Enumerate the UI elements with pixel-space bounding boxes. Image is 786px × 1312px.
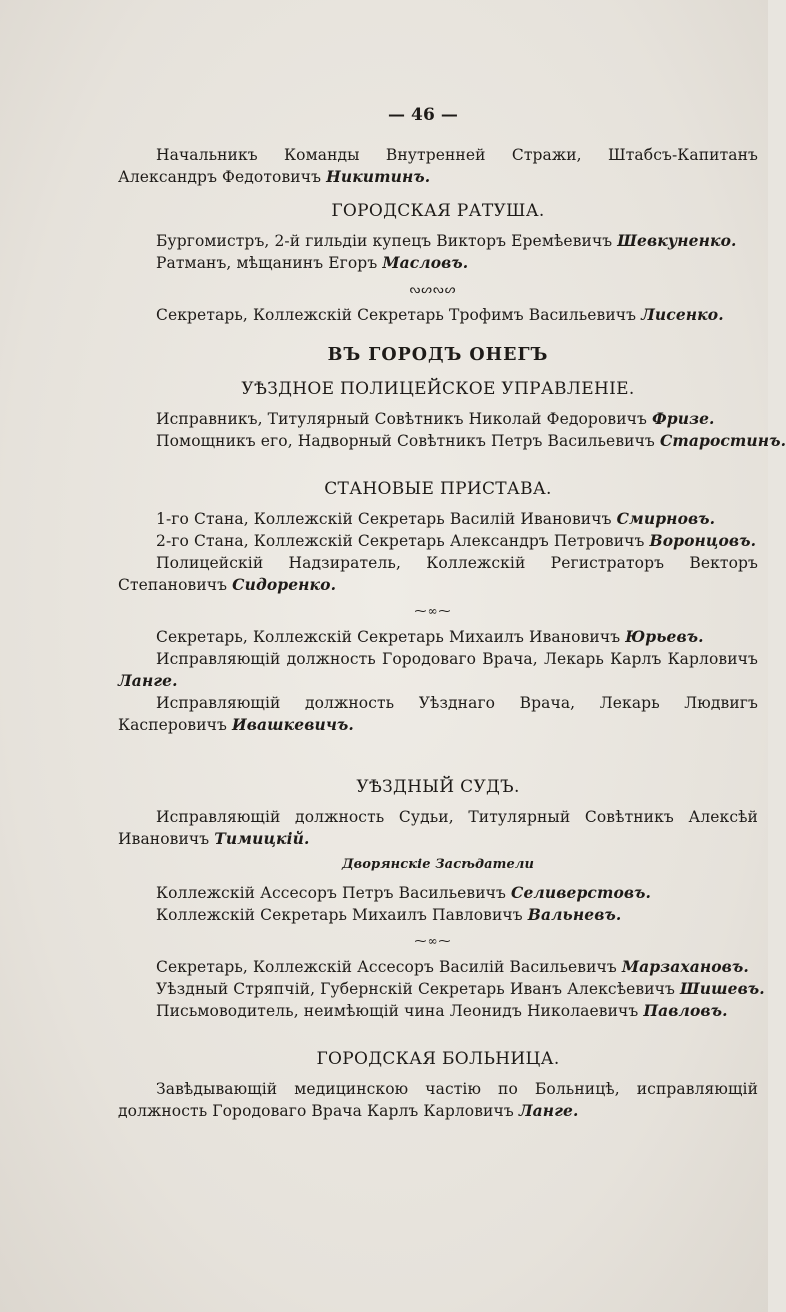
- entry-text: Секретарь, Коллежскій Ассесоръ Василій Васильевичъ: [156, 958, 617, 976]
- burgomistr-entry: [118, 230, 758, 252]
- ornament-divider: ⁓∞⁓: [414, 604, 452, 618]
- entry-text: Исправникъ, Титулярный Совѣтникъ Николай Федоровичъ: [156, 410, 647, 428]
- entry-surname: Павловъ.: [643, 1001, 728, 1020]
- entry-text: Секретарь, Коллежскій Секретарь Трофимъ Васильевичъ: [156, 306, 637, 324]
- entry-surname: Ивашкевичъ.: [231, 715, 354, 734]
- entry-text: 1-го Стана, Коллежскій Секретарь Василій Ивановичъ: [156, 510, 612, 528]
- section-heading-hospital: ГОРОДСКАЯ БОЛЬНИЦА.: [316, 1049, 560, 1069]
- judge-entry: [118, 806, 758, 850]
- page-number: — 46 —: [387, 105, 459, 125]
- internal-guard-chief-entry: [118, 144, 758, 188]
- entry-text: Письмоводитель, неимѣющій чина Леонидъ Николаевичъ: [156, 1002, 639, 1020]
- entry-surname: Лисенко.: [641, 305, 724, 324]
- entry-surname: Смирновъ.: [616, 509, 716, 528]
- assessors-subheading: Дворянскіе Засѣдатели: [341, 857, 535, 872]
- entry-text: Начальникъ Команды Внутренней Стражи, Штабсъ-Капитанъ Александръ Федотовичъ: [118, 146, 758, 186]
- assessor2-entry: [118, 904, 758, 926]
- hospital-entry: [118, 1078, 758, 1122]
- entry-surname: Ланге.: [118, 671, 178, 690]
- entry-surname: Фризе.: [651, 409, 715, 428]
- entry-text: Ратманъ, мѣщанинъ Егоръ: [156, 254, 378, 272]
- entry-surname: Масловъ.: [382, 253, 469, 272]
- ornament-divider: ⁓∞⁓: [414, 934, 452, 948]
- entry-surname: Шевкуненко.: [617, 231, 737, 250]
- entry-surname: Старостинъ.: [659, 431, 786, 450]
- assessor1-entry: [118, 882, 758, 904]
- ratusha-secretary-entry: [118, 304, 758, 326]
- entry-text: Коллежскій Секретарь Михаилъ Павловичъ: [156, 906, 523, 924]
- ispravnik-entry: [118, 408, 758, 430]
- entry-text: Исправляющій должность Уѣзднаго Врача, Лекарь Людвигъ Касперовичъ: [118, 694, 758, 734]
- entry-surname: Юрьевъ.: [625, 627, 704, 646]
- entry-surname: Селиверстовъ.: [511, 883, 652, 902]
- entry-text: Уѣздный Стряпчій, Губернскій Секретарь Иванъ Алексѣевичъ: [156, 980, 675, 998]
- city-doctor-entry: [118, 648, 758, 692]
- entry-surname: Никитинъ.: [326, 167, 431, 186]
- entry-surname: Шишевъ.: [680, 979, 765, 998]
- entry-surname: Ланге.: [518, 1101, 579, 1120]
- court-secretary-entry: [118, 956, 758, 978]
- entry-text: Полицейскій Надзиратель, Коллежскій Регистраторъ Векторъ Степановичъ: [118, 554, 758, 594]
- entry-text: Секретарь, Коллежскій Секретарь Михаилъ Ивановичъ: [156, 628, 621, 646]
- section-heading-police: УѢЗДНОЕ ПОЛИЦЕЙСКОЕ УПРАВЛЕНІЕ.: [241, 379, 635, 399]
- page-content: [118, 104, 786, 1122]
- clerk-entry: [118, 1000, 758, 1022]
- stan1-entry: [118, 508, 758, 530]
- entry-text: Исправляющій должность Судьи, Титулярный Совѣтникъ Алексѣй Ивановичъ: [118, 808, 758, 848]
- entry-text: Бургомистръ, 2-й гильдіи купецъ Викторъ Еремѣевичъ: [156, 232, 613, 250]
- police-secretary-entry: [118, 626, 758, 648]
- entry-text: Коллежскій Ассесоръ Петръ Васильевичъ: [156, 884, 506, 902]
- entry-surname: Сидоренко.: [232, 575, 337, 594]
- city-heading: ВЪ ГОРОДЪ ОНЕГЪ: [327, 345, 549, 365]
- section-heading-pristava: СТАНОВЫЕ ПРИСТАВА.: [324, 479, 552, 499]
- ratman-entry: [118, 252, 758, 274]
- section-heading-ratusha: ГОРОДСКАЯ РАТУША.: [331, 201, 545, 221]
- ornament-divider: ᔓᔕᔓᔕ: [409, 282, 457, 296]
- entry-text: Исправляющій должность Городоваго Врача, Лекарь Карлъ Карловичъ: [156, 650, 758, 668]
- entry-text: Помощникъ его, Надворный Совѣтникъ Петръ Васильевичъ: [156, 432, 655, 450]
- entry-text: 2-го Стана, Коллежскій Секретарь Александръ Петровичъ: [156, 532, 645, 550]
- entry-text: Завѣдывающій медицинскою частію по Больницѣ, исправляющій должность Городоваго Врача Карлъ Карловичъ: [118, 1080, 758, 1120]
- pomoshchnik-entry: [118, 430, 786, 452]
- section-heading-court: УѢЗДНЫЙ СУДЪ.: [356, 777, 520, 797]
- entry-surname: Тимицкій.: [214, 829, 310, 848]
- entry-surname: Марзахановъ.: [621, 957, 749, 976]
- entry-surname: Вальневъ.: [527, 905, 622, 924]
- nadziratel-entry: [118, 552, 758, 596]
- entry-surname: Воронцовъ.: [649, 531, 757, 550]
- district-doctor-entry: [118, 692, 758, 736]
- stryapchy-entry: [118, 978, 765, 1000]
- stan2-entry: [118, 530, 758, 552]
